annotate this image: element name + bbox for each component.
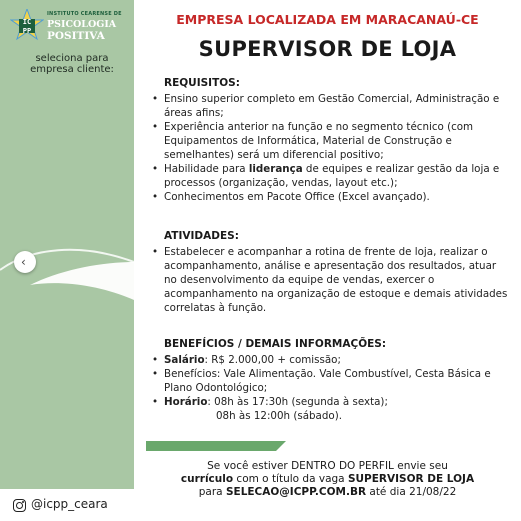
brand-institute-line: INSTITUTO CEARENSE DE (47, 11, 122, 17)
instagram-icon (13, 499, 26, 512)
footer-line3: para SELECAO@ICPP.COM.BR até dia 21/08/22 (198, 486, 457, 498)
list-item: • Conhecimentos em Pacote Office (Excel avançado). (152, 191, 430, 203)
chevron-left-icon: ‹ (21, 255, 26, 269)
list-item: • Experiência anterior na função e no segmento técnico (com Equipamentos de Informática, Material de Construção e semelhantes) será um diferencial positivo; (152, 121, 474, 161)
list-item: • Salário: R$ 2.000,00 + comissão; (152, 354, 341, 366)
beneficios-heading: BENEFÍCIOS / DEMAIS INFORMAÇÕES: (164, 338, 387, 350)
job-title: SUPERVISOR DE LOJA (198, 37, 457, 61)
carousel-prev-button[interactable] (14, 251, 36, 273)
footer-line2: currículo com o título da vaga SUPERVISOR DE LOJA (180, 473, 475, 485)
brand-tagline: seleciona para empresa cliente: (30, 53, 114, 75)
instagram-handle-bar[interactable] (0, 489, 134, 521)
footer-line1: Se você estiver DENTRO DO PERFIL envie seu (207, 460, 448, 472)
beneficios-list (152, 353, 512, 423)
application-instructions (134, 460, 521, 499)
section-divider (146, 441, 276, 451)
requisitos-heading: REQUISITOS: (164, 77, 240, 89)
job-post-panel (134, 0, 521, 521)
left-panel (0, 0, 134, 521)
location-headline: EMPRESA LOCALIZADA EM MARACANAÚ-CE (176, 12, 479, 27)
brand-name-line2: POSITIVA (47, 30, 105, 42)
brand-name-line1: PSICOLOGIA (47, 19, 117, 30)
list-item: • Estabelecer e acompanhar a rotina de frente de loja, realizar o acompanhamento, análise e apresentação dos resultados, atuar no desenvolvimento da equipe de vendas, exercer o acompanhamento na organização de estoque e demais atividades correlatas à função. (152, 246, 508, 314)
brand-logo (8, 8, 134, 58)
list-item: • Benefícios: Vale Alimentação. Vale Combustível, Cesta Básica e Plano Odontológico; (152, 368, 491, 394)
list-item: • Habilidade para liderança de equipes e realizar gestão da loja e processos (organização, vendas, layout etc.); (152, 163, 500, 189)
brand-mark: IC PP (22, 18, 32, 35)
list-item: • Horário: 08h às 17:30h (segunda à sexta); 08h às 12:00h (sábado). (152, 396, 388, 422)
atividades-list (152, 245, 512, 315)
list-item: • Ensino superior completo em Gestão Comercial, Administração e áreas afins; (152, 93, 500, 119)
requisitos-list (152, 92, 512, 204)
instagram-handle[interactable]: @icpp_ceara (31, 497, 108, 511)
atividades-heading: ATIVIDADES: (164, 230, 239, 242)
email-link[interactable]: SELECAO@ICPP.COM.BR (225, 486, 367, 498)
